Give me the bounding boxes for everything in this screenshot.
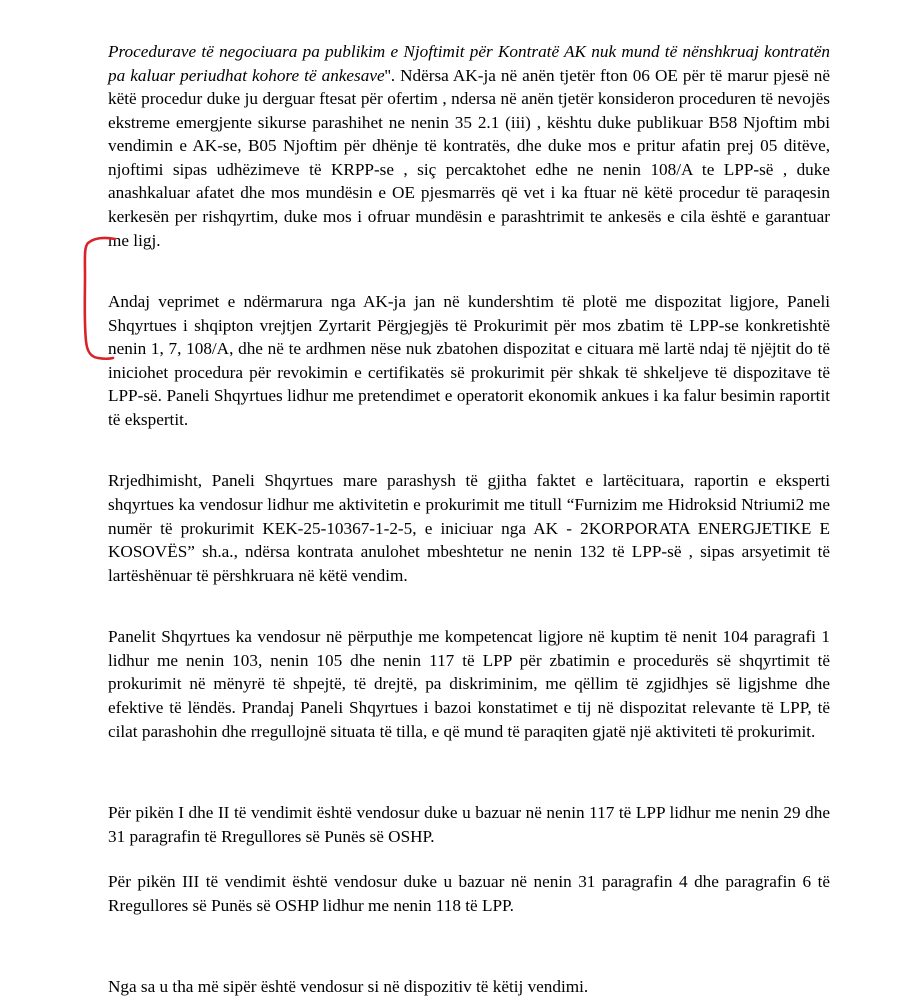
paragraph-quote-intro — [108, 40, 830, 252]
paragraph-quote-intro-text: ''. Ndërsa AK-ja në anën tjetër fton 06 OE për të marur pjesë në këtë procedur duke ju derguar ftesat për ofertim , ndersa në anën tjetër konsideron proceduren të nevojës ekstreme emergjente sikurse parashihet ne nenin 35 2.1 (iii) , kështu duke publikuar B58 Njoftim mbi vendimin e AK-se, B05 Njoftim për dhënje të kontratës, dhe duke mos e pritur afatin prej 05 ditëve, njoftimi sipas udhëzimeve të KRPP-se , siç percaktohet edhe ne nenin 108/A te LPP-së , duke anashkaluar afatet dhe mos mundësin e OE pjesmarrës që vet i ka ftuar në këtë procedur të paraqesin kerkesën per rishqyrtim, duke mos i ofruar mundësin e parashtrimit te ankesës e cila është e garantuar me ligj. — [108, 65, 830, 250]
paragraph-piken-3: Për pikën III të vendimit është vendosur duke u bazuar në nenin 31 paragrafin 4 dhe paragrafin 6 të Rregullores së Punës së OSHP lidhur me nenin 118 të LPP. — [108, 872, 830, 915]
document-body — [108, 40, 830, 999]
quoted-legal-text: Procedurave të negociuara pa publikim e Njoftimit për Kontratë AK nuk mund të nënshkruaj kontratën pa kaluar periudhat kohore të ankesave — [108, 42, 830, 85]
paragraph-annotated: Andaj veprimet e ndërmarura nga AK-ja jan në kundershtim të plotë me dispozitat ligjore, Paneli Shqyrtues i shqipton vrejtjen Zyrtarit Përgjegjës të Prokurimit për mos zbatim të LPP-se konkretishtë nenin 1, 7, 108/A, dhe në te ardhmen nëse nuk zbatohen dispozitat e cituara më lartë ndaj të njëjtit do të iniciohet procedura për revokimin e certifikatës së prokurimit për shkak të shkeljeve të dispozitave të LPP-së. Paneli Shqyrtues lidhur me pretendimet e operatorit ekonomik ankues i ka falur besimin raportit të ekspertit. — [108, 292, 830, 429]
paragraph-closing: Nga sa u tha më sipër është vendosur si në dispozitiv të këtij vendimi. — [108, 977, 589, 997]
paragraph-piken-1-2: Për pikën I dhe II të vendimit është vendosur duke u bazuar në nenin 117 të LPP lidhur me nenin 29 dhe 31 paragrafin të Rregullores së Punës së OSHP. — [108, 803, 830, 846]
paragraph-panelit: Panelit Shqyrtues ka vendosur në përputhje me kompetencat ligjore në kuptim të nenit 104 paragrafi 1 lidhur me nenin 103, nenin 105 dhe nenin 117 të LPP për zbatimin e procedurës së shqyrtimit të prokurimit në mënyrë të shpejtë, të drejtë, pa diskriminim, me qëllim të zgjidhjes së ligjshme dhe efektive të lëndës. Prandaj Paneli Shqyrtues i bazoi konstatimet e tij në dispozitat relevante të LPP, të cilat parashohin dhe rregullojnë situata të tilla, e që mund të paraqiten gjatë një aktiviteti të prokurimit. — [108, 627, 830, 741]
paragraph-rrjedhimisht: Rrjedhimisht, Paneli Shqyrtues mare parashysh të gjitha faktet e lartëcituara, raportin e eksperti shqyrtues ka vendosur lidhur me aktivitetin e prokurimit me titull “Furnizim me Hidroksid Ntriumi2 me numër të prokurimit KEK-25-10367-1-2-5, e iniciuar nga AK - 2KORPORATA ENERGJETIKE E KOSOVËS” sh.a., ndërsa kontrata anulohet mbeshtetur ne nenin 132 të LPP-së , sipas arsyetimit të lartëshënuar të përshkruara në këtë vendim. — [108, 471, 830, 585]
